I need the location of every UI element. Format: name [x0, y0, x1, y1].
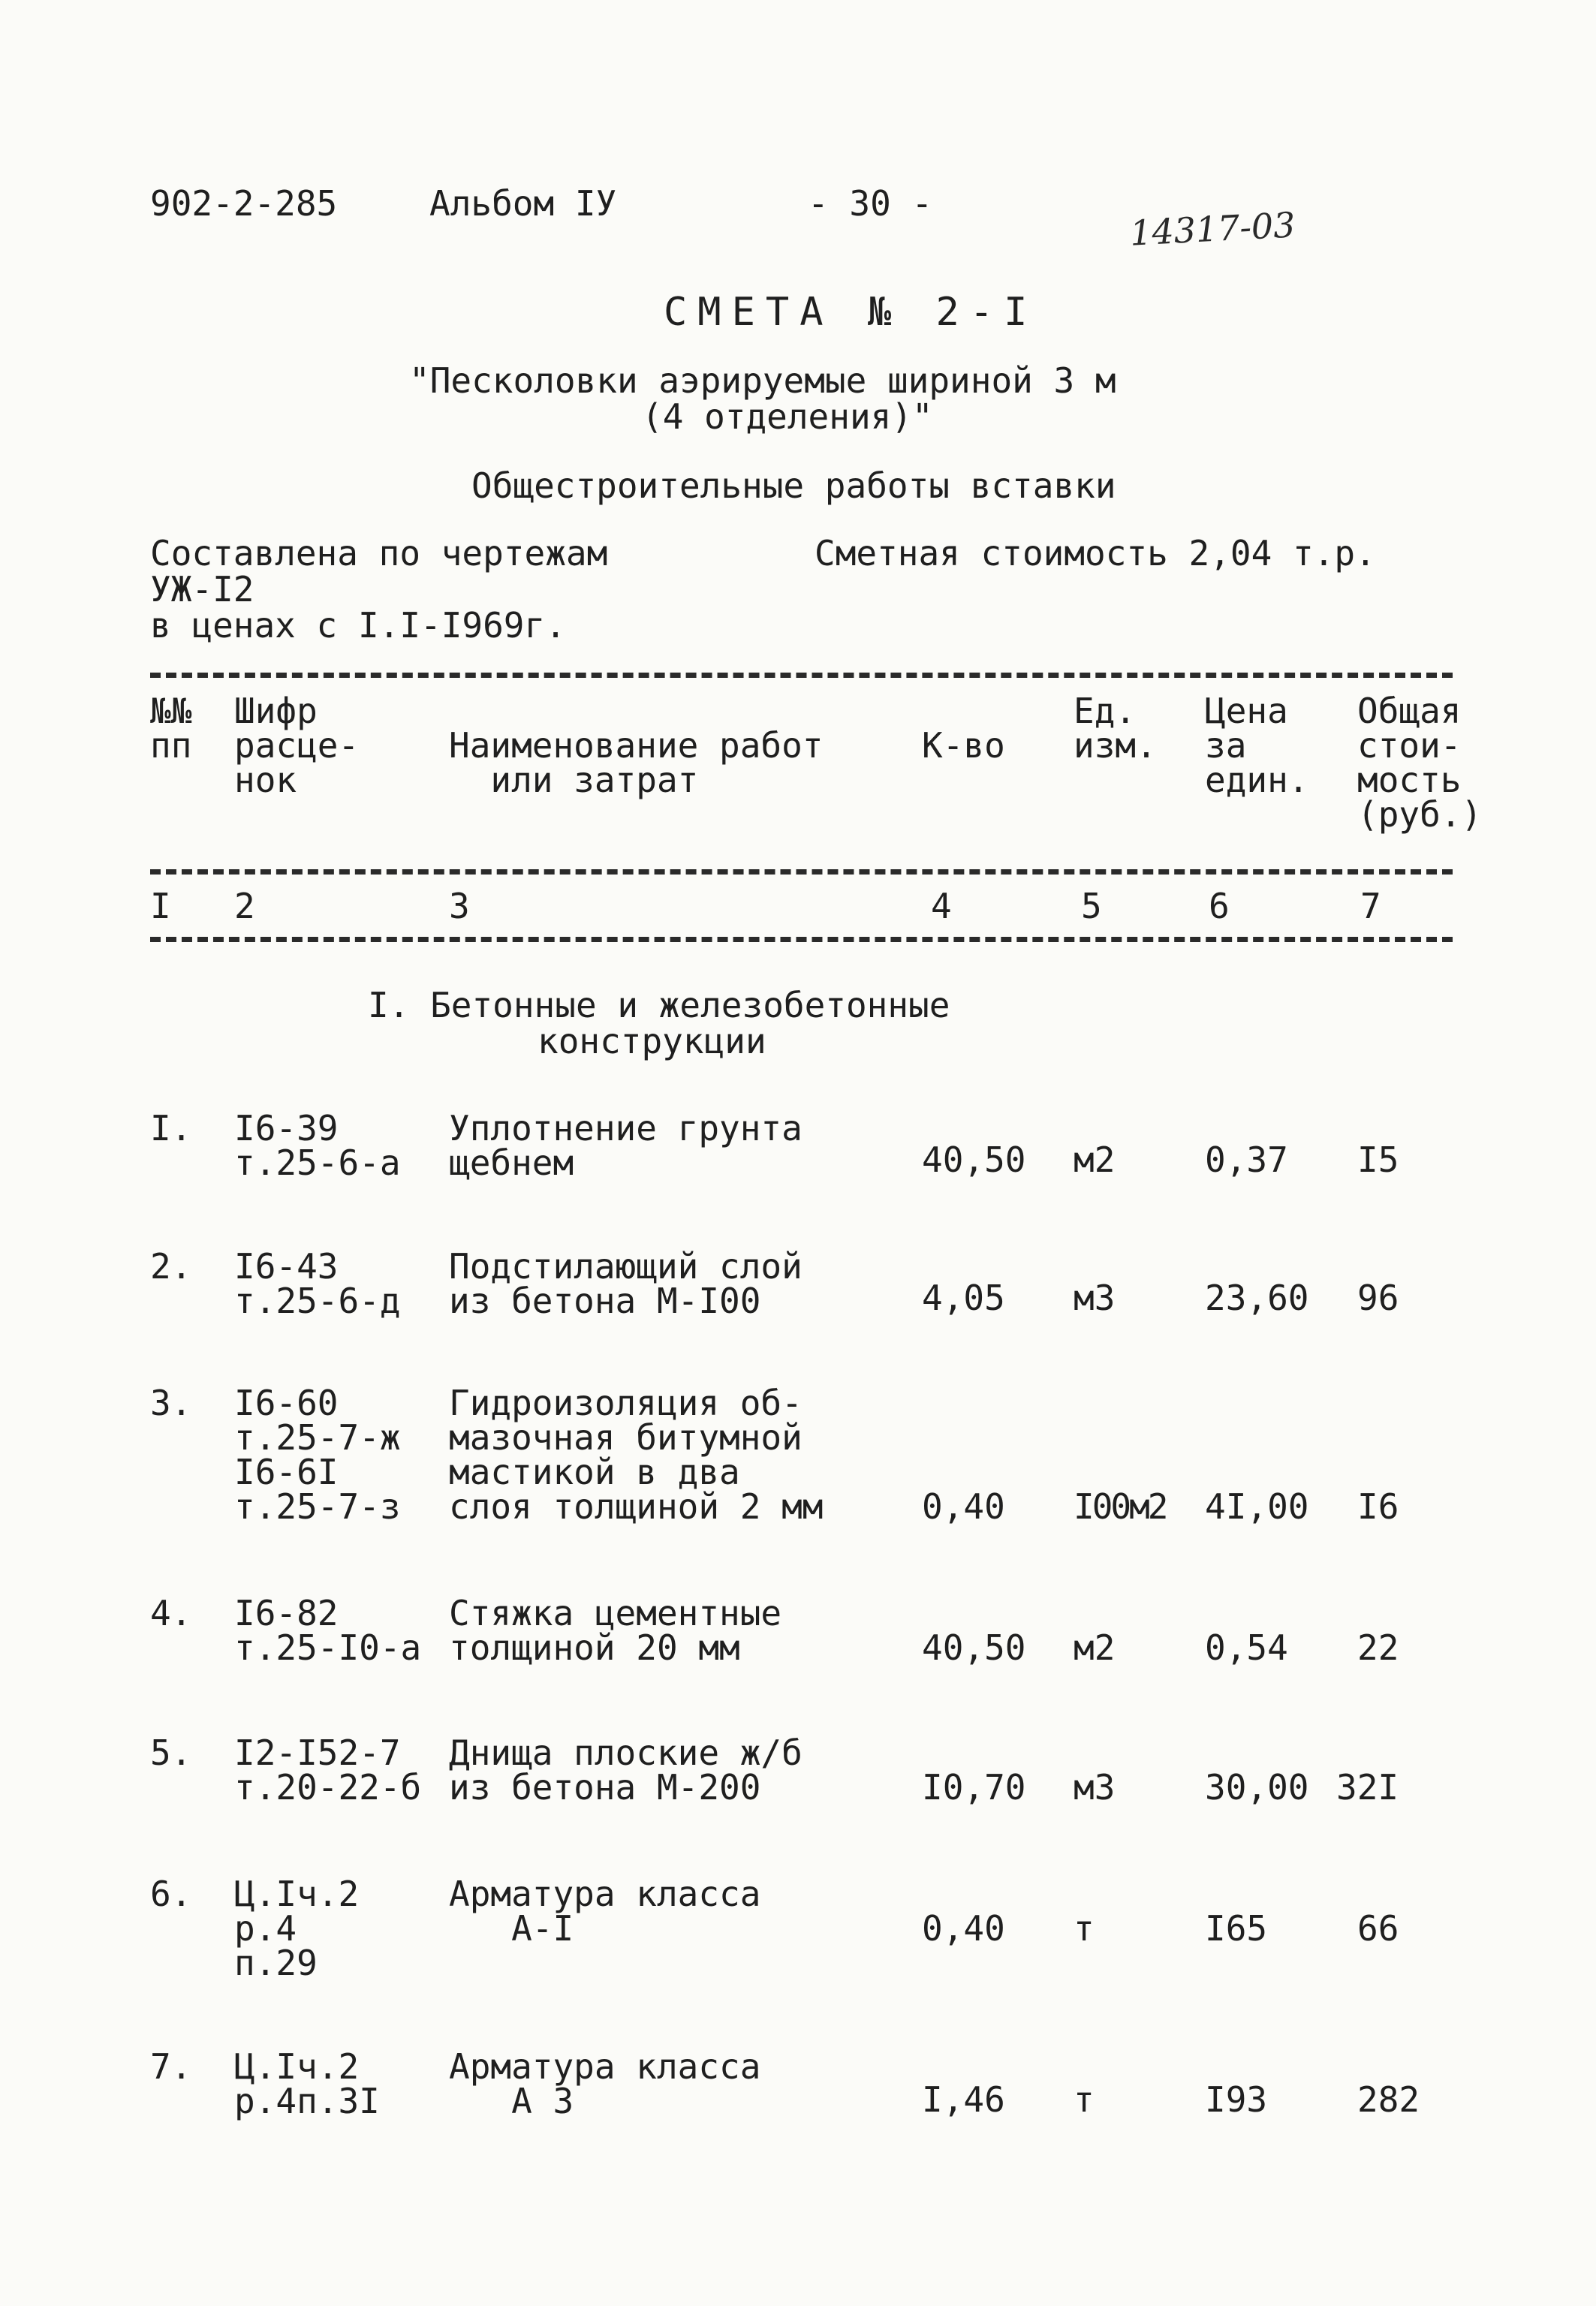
row-unit: I00м2: [1074, 1486, 1167, 1527]
row-unit: м3: [1074, 1278, 1116, 1318]
estimate-title: СМЕТА № 2-I: [664, 290, 1038, 335]
estimated-cost: Сметная стоимость 2,04 т.р.: [815, 533, 1376, 573]
row-code: I2-I52-7 т.20-22-б: [234, 1733, 422, 1808]
row-price: I65: [1205, 1908, 1268, 1949]
col-header-total: Общая стои- мость (руб.): [1357, 691, 1483, 835]
col-number: 6: [1209, 886, 1230, 926]
col-header-qty: К-во: [922, 725, 1005, 766]
compiled-by: Составлена по чертежам: [150, 533, 608, 573]
section-heading: Общестроительные работы вставки: [471, 465, 1116, 506]
row-price: 0,54: [1205, 1627, 1288, 1668]
row-total: 32I: [1336, 1767, 1399, 1808]
row-qty: 4,05: [922, 1278, 1005, 1318]
row-unit: м2: [1074, 1139, 1116, 1180]
row-name: Стяжка цементные толщиной 20 мм: [449, 1593, 782, 1668]
row-unit: т: [1074, 1908, 1095, 1949]
row-qty: 40,50: [922, 1627, 1026, 1668]
page-number: - 30 -: [808, 183, 933, 224]
row-qty: I0,70: [922, 1767, 1026, 1808]
album-label: Альбом IУ: [429, 183, 617, 224]
col-number: I: [150, 886, 171, 926]
row-price: 23,60: [1205, 1278, 1309, 1318]
row-total: I5: [1357, 1139, 1399, 1180]
row-qty: I,46: [922, 2079, 1005, 2120]
row-unit: м3: [1074, 1767, 1116, 1808]
col-header-price: Цена за един.: [1205, 691, 1309, 800]
subtitle-line-2: (4 отделения)": [642, 396, 933, 437]
row-total: 22: [1357, 1627, 1399, 1668]
header-bottom-rule: [150, 869, 1453, 875]
row-total: 96: [1357, 1278, 1399, 1318]
row-number: 4.: [150, 1593, 192, 1633]
row-name: Гидроизоляция об- мазочная битумной мастикой в два слоя толщиной 2 мм: [449, 1383, 824, 1527]
row-qty: 0,40: [922, 1486, 1005, 1527]
col-number: 7: [1360, 886, 1381, 926]
row-number: 7.: [150, 2046, 192, 2087]
col-number: 3: [449, 886, 470, 926]
row-name: Арматура класса А 3: [449, 2046, 761, 2121]
subtitle-line-1: "Песколовки аэрируемые шириной 3 м: [409, 360, 1116, 401]
numbers-bottom-rule: [150, 937, 1453, 942]
col-number: 4: [931, 886, 952, 926]
row-code: I6-60 т.25-7-ж I6-6I т.25-7-з: [234, 1383, 401, 1527]
drawing-ref: УЖ-I2: [150, 569, 254, 610]
row-number: 5.: [150, 1733, 192, 1773]
row-qty: 40,50: [922, 1139, 1026, 1180]
col-header-num: №№ пп: [150, 691, 192, 766]
col-header-code: Шифр расце- нок: [234, 691, 360, 800]
col-number: 2: [234, 886, 255, 926]
row-name: Уплотнение грунта щебнем: [449, 1108, 803, 1183]
row-name: Подстилающий слой из бетона М-I00: [449, 1246, 803, 1321]
row-name: Днища плоские ж/б из бетона М-200: [449, 1733, 803, 1808]
table-top-rule: [150, 673, 1453, 678]
row-code: I6-82 т.25-I0-а: [234, 1593, 422, 1668]
row-unit: м2: [1074, 1627, 1116, 1668]
row-unit: т: [1074, 2079, 1095, 2120]
price-basis: в ценах с I.I-I969г.: [150, 605, 566, 646]
row-total: 282: [1357, 2079, 1420, 2120]
col-number: 5: [1081, 886, 1102, 926]
row-name: Арматура класса А-I: [449, 1874, 761, 1949]
row-code: Ц.Iч.2 р.4 п.29: [234, 1874, 360, 1983]
col-header-unit: Ед. изм.: [1074, 691, 1157, 766]
row-total: I6: [1357, 1486, 1399, 1527]
row-number: 6.: [150, 1874, 192, 1914]
row-code: I6-39 т.25-6-а: [234, 1108, 401, 1183]
row-price: 4I,00: [1205, 1486, 1309, 1527]
row-number: 3.: [150, 1383, 192, 1423]
row-code: I6-43 т.25-6-д: [234, 1246, 401, 1321]
row-price: 30,00: [1205, 1767, 1309, 1808]
table-section-title: I. Бетонные и железобетонные: [368, 985, 950, 1025]
handwritten-stamp: 14317-03: [1128, 204, 1296, 254]
col-header-name: Наименование работ или затрат: [449, 725, 824, 800]
row-qty: 0,40: [922, 1908, 1005, 1949]
row-total: 66: [1357, 1908, 1399, 1949]
table-section-title-cont: конструкции: [538, 1021, 766, 1061]
row-price: I93: [1205, 2079, 1268, 2120]
doc-code: 902-2-285: [150, 183, 338, 224]
row-number: 2.: [150, 1246, 192, 1287]
row-price: 0,37: [1205, 1139, 1288, 1180]
row-code: Ц.Iч.2 р.4п.3I: [234, 2046, 380, 2121]
row-number: I.: [150, 1108, 192, 1148]
